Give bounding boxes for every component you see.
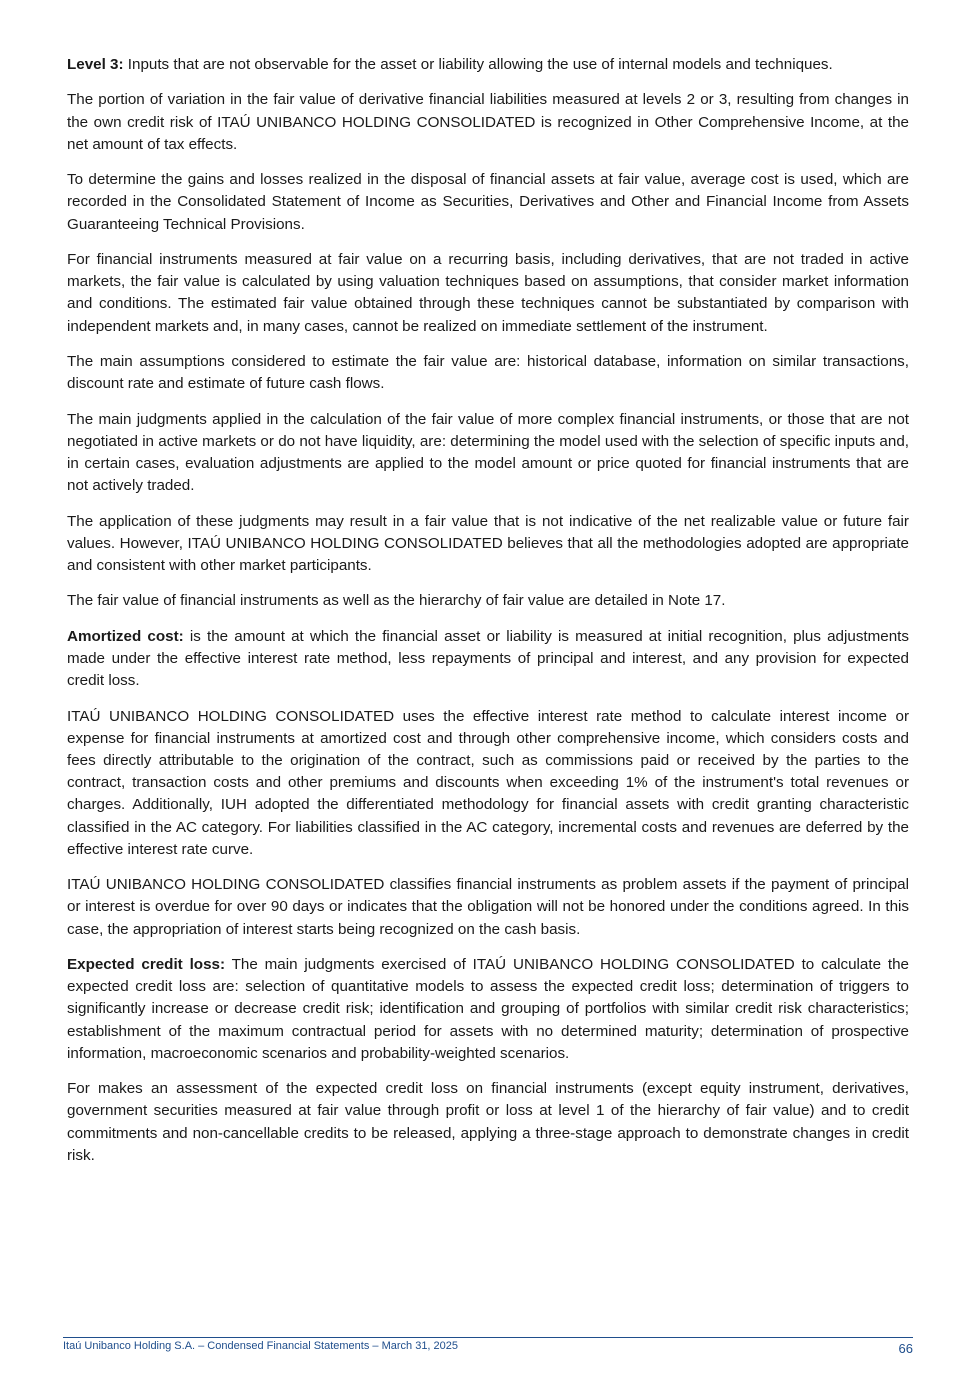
paragraph-application-judgments [67, 511, 909, 578]
paragraph-problem-assets [67, 874, 909, 941]
paragraph-label: Expected credit loss: [67, 955, 226, 973]
paragraph-expected-credit-loss [67, 954, 909, 1065]
page-number: 66 [898, 1341, 913, 1356]
footer-title: Itaú Unibanco Holding S.A. – Condensed Financial Statements – March 31, 2025 [63, 1340, 459, 1352]
paragraph-recurring-basis [67, 249, 909, 338]
paragraph-main-assumptions [67, 351, 909, 395]
paragraph-label: Amortized cost: [67, 627, 184, 645]
paragraph-text: For makes an assessment of the expected credit loss on financial instruments (except equity instrument, derivatives, government securities measured at fair value through profit or loss at level 1 of the hierarchy of fair value) and to credit commitments and non-cancellable credits to be released, applying a three-stage approach to demonstrate changes in credit risk. [67, 1080, 909, 1164]
paragraph-amortized-cost [67, 626, 909, 693]
paragraph-text: The portion of variation in the fair value of derivative financial liabilities measured at levels 2 or 3, resulting from changes in the own credit risk of ITAÚ UNIBANCO HOLDING CONSOLIDATED is recognized in Other Comprehensive Income, at the net amount of tax effects. [67, 91, 909, 153]
paragraph-text: is the amount at which the financial asset or liability is measured at initial recognition, plus adjustments made under the effective interest rate method, less repayments of principal and interest, and any provision for expected credit loss. [67, 627, 909, 690]
paragraph-text: ITAÚ UNIBANCO HOLDING CONSOLIDATED uses the effective interest rate method to calculate interest income or expense for financial instruments at amortized cost and through other comprehensive income, which considers costs and fees directly attributable to the origination of the contract, such as commissions paid or received by the parties to the contract, transaction costs and other premiums and discounts when exceeding 1% of the instrument's total revenues or charges. Additionally, IUH adopted the differentiated methodology for financial assets with credit granting characteristic classified in the AC category. For liabilities classified in the AC category, incremental costs and revenues are deferred by the effective interest rate curve. [67, 707, 909, 858]
paragraph-text: For financial instruments measured at fair value on a recurring basis, including derivatives, that are not traded in active markets, the fair value is calculated by using valuation techniques based on assumptions, that consider market information and conditions. The estimated fair value obtained through these techniques cannot be substantiated by comparison with independent markets and, in many cases, cannot be realized on immediate settlement of the instrument. [67, 250, 909, 335]
paragraph-label: Level 3: [67, 56, 124, 73]
document-body [67, 54, 909, 1180]
paragraph-text: ITAÚ UNIBANCO HOLDING CONSOLIDATED classifies financial instruments as problem assets if the payment of principal or interest is overdue for over 90 days or indicates that the obligation will not be honored under the conditions agreed. In this case, the appropriation of interest starts being recognized on the cash basis. [67, 876, 909, 938]
paragraph-note-reference [67, 590, 909, 612]
paragraph-text: The fair value of financial instruments as well as the hierarchy of fair value are detailed in Note 17. [67, 592, 726, 610]
paragraph-own-credit-risk [67, 89, 909, 156]
paragraph-three-stage [67, 1078, 909, 1167]
paragraph-effective-interest [67, 706, 909, 861]
paragraph-text: The application of these judgments may result in a fair value that is not indicative of the net realizable value or future fair values. However, ITAÚ UNIBANCO HOLDING CONSOLIDATED believes that all the methodologies adopted are appropriate and consistent with other market participants. [67, 512, 909, 574]
paragraph-level-3 [67, 54, 909, 76]
paragraph-text: Inputs that are not observable for the asset or liability allowing the use of internal models and techniques. [123, 56, 833, 73]
paragraph-text: The main judgments exercised of ITAÚ UNIBANCO HOLDING CONSOLIDATED to calculate the expected credit loss are: selection of quantitative models to assess the expected credit loss; determination of triggers to significantly increase or decrease credit risk; identification and grouping of portfolios with similar credit risk characteristics; establishment of the maximum contractual period for assets with no determined maturity; determination of prospective information, macroeconomic scenarios and probability-weighted scenarios. [67, 955, 909, 1062]
paragraph-text: The main judgments applied in the calculation of the fair value of more complex financial instruments, or those that are not negotiated in active markets or do not have liquidity, are: determining the model used with the selection of specific inputs and, in certain cases, evaluation adjustments are applied to the model amount or price quoted for financial instruments that are not actively traded. [67, 410, 909, 495]
paragraph-gains-losses [67, 169, 909, 236]
page-footer [63, 1337, 913, 1360]
paragraph-text: To determine the gains and losses realized in the disposal of financial assets at fair value, average cost is used, which are recorded in the Consolidated Statement of Income as Securities, Derivatives and Other and Financial Income from Assets Guaranteeing Technical Provisions. [67, 171, 909, 233]
paragraph-main-judgments [67, 409, 909, 498]
paragraph-text: The main assumptions considered to estimate the fair value are: historical database, information on similar transactions, discount rate and estimate of future cash flows. [67, 352, 909, 393]
